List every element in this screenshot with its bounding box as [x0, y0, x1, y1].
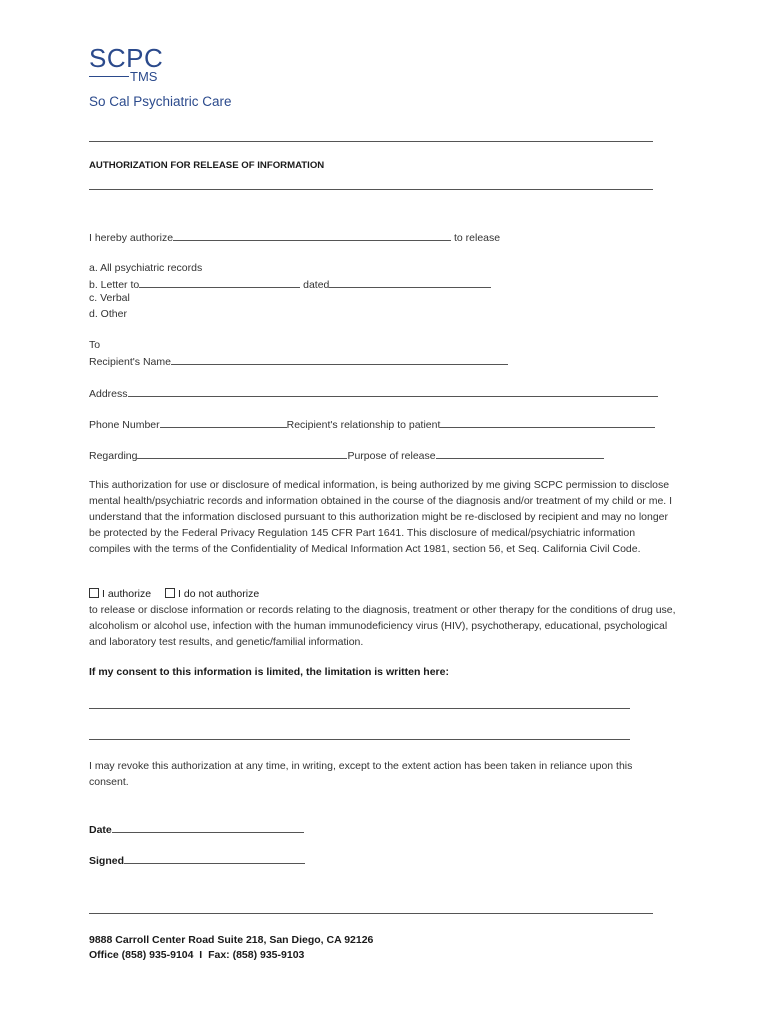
address-field[interactable]: [128, 385, 658, 397]
relationship-field[interactable]: [440, 416, 655, 428]
recipient-name-field[interactable]: [171, 353, 508, 365]
phone-line: [89, 416, 655, 432]
phone-label: Phone Number: [89, 419, 160, 431]
footer-contact: Office (858) 935-9104 I Fax: (858) 935-9103: [89, 949, 305, 961]
authorization-paragraph: This authorization for use or disclosure of medical information, is being authorized by me giving SCPC permission to disclose mental health/psychiatric records and information obtained in the course of the diagnosis and/or treatment of my child or me. I understand that the information disclosed pursuant to this authorization might be re-disclosed by recipient and may no longer be protected by the Federal Privacy Regulation 145 CFR Part 1641. This disclosure of medical/psychiatric information compiles with the terms of the Confidentiality of Medical Information Act 1981, section 56, et Seq. California Civil Code.: [89, 479, 673, 555]
address-line: [89, 385, 658, 401]
option-a: a. All psychiatric records: [89, 262, 203, 274]
recipient-name-label: Recipient's Name: [89, 356, 171, 368]
logo-sub: TMS: [130, 69, 158, 84]
form-title: AUTHORIZATION FOR RELEASE OF INFORMATION: [89, 160, 325, 171]
regarding-field[interactable]: [137, 447, 347, 459]
date-line: [89, 821, 304, 837]
release-paragraph: to release or disclose information or records relating to the diagnosis, treatment or other therapy for the conditions of drug use, alcoholism or alcohol use, infection with the human immunodeficiency virus (HIV), psychotherapy, educational, psychological and laboratory test results, and genetic/familial information.: [89, 604, 676, 648]
dated-field[interactable]: [329, 276, 491, 288]
date-label: Date: [89, 824, 112, 836]
relationship-label: Recipient's relationship to patient: [286, 419, 441, 431]
regarding-label: Regarding: [89, 450, 138, 462]
address-label: Address: [89, 388, 128, 400]
authorize-checkbox[interactable]: [89, 588, 99, 598]
revoke-paragraph: I may revoke this authorization at any time, in writing, except to the extent action has been taken in reliance upon this consent.: [89, 760, 633, 788]
limitation-line-1[interactable]: [89, 708, 630, 709]
authorize-suffix: to release: [453, 232, 501, 244]
title-divider: [89, 189, 653, 190]
signed-label: Signed: [89, 855, 125, 867]
option-b-dated: dated: [303, 279, 330, 291]
option-d: d. Other: [89, 308, 127, 320]
scpc-logo: [89, 44, 289, 114]
purpose-label: Purpose of release: [347, 450, 436, 462]
not-authorize-checkbox[interactable]: [165, 588, 175, 598]
signature-field[interactable]: [124, 852, 305, 864]
signed-line: [89, 852, 305, 868]
letter-to-field[interactable]: [139, 276, 300, 288]
to-label: To: [89, 339, 101, 351]
limitation-line-2[interactable]: [89, 739, 630, 740]
logo-name: So Cal Psychiatric Care: [89, 94, 232, 109]
authorize-line: [89, 229, 500, 245]
option-b: [89, 276, 491, 292]
authorization-choice: [89, 587, 259, 601]
option-b-label: b. Letter to: [89, 279, 140, 291]
footer-divider: [89, 913, 653, 914]
footer-address: 9888 Carroll Center Road Suite 218, San Diego, CA 92126: [89, 934, 374, 946]
logo-brand: SCPC: [89, 43, 164, 73]
recipient-name-line: [89, 353, 508, 369]
not-authorize-label: I do not authorize: [178, 588, 260, 600]
phone-field[interactable]: [160, 416, 287, 428]
purpose-field[interactable]: [436, 447, 604, 459]
top-divider: [89, 141, 653, 142]
option-c: c. Verbal: [89, 292, 130, 304]
date-field[interactable]: [112, 821, 304, 833]
regarding-line: [89, 447, 604, 463]
authorize-prefix: I hereby authorize: [89, 232, 174, 244]
limitation-heading: If my consent to this information is limited, the limitation is written here:: [89, 666, 449, 678]
authorizer-field[interactable]: [173, 229, 451, 241]
logo-rule: [89, 76, 129, 77]
authorize-label: I authorize: [102, 588, 152, 600]
